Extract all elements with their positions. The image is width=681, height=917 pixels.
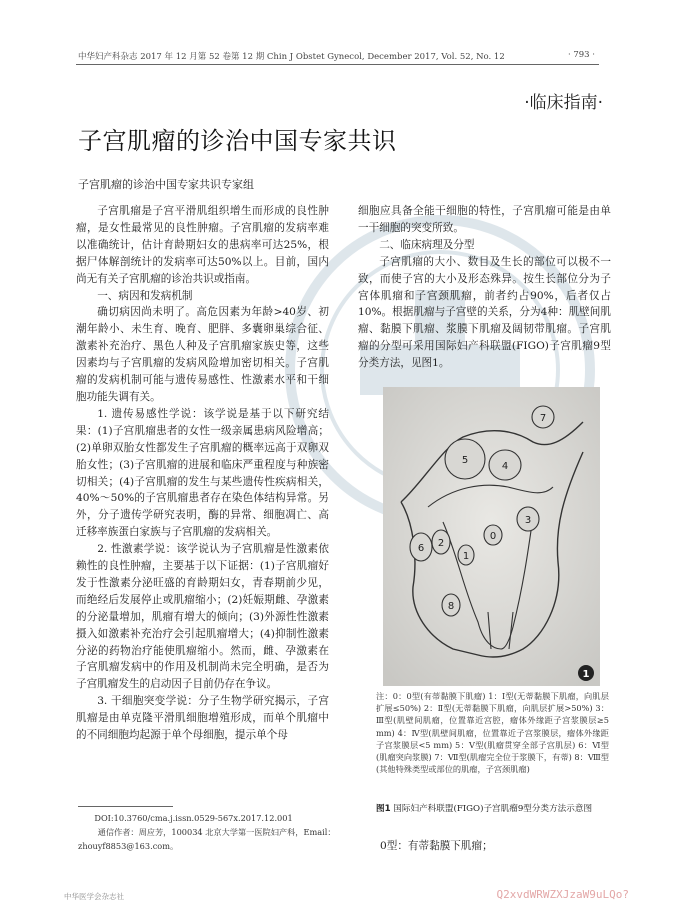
figure-caption-label: 图1: [376, 804, 391, 814]
uterus-sketch: [383, 387, 600, 686]
column-label: ·临床指南·: [524, 93, 603, 113]
footer-publisher-logo: 中华医学会杂志社: [64, 892, 124, 901]
fig-label-6: 6: [417, 543, 425, 554]
footnote-rule: [78, 806, 173, 807]
right-column: [358, 203, 611, 372]
fig-label-2: 2: [437, 538, 445, 549]
section-heading-pathology: 二、临床病理及分型: [379, 238, 475, 251]
footnote-contact: 通信作者：周应芳，100034 北京大学第一医院妇产科，Email：zhouyf8853@163.com。: [78, 827, 336, 851]
fig-label-8: 8: [447, 601, 455, 612]
fig-label-1: 1: [462, 551, 470, 562]
fig-label-7: 7: [539, 413, 547, 424]
footnote: [78, 811, 338, 853]
paragraph-hormone: 2. 性激素学说：该学说认为子宫肌瘤是性激素依赖性的良性肿瘤，主要基于以下证据：(1)子宫肌瘤好发于性激素分泌旺盛的育龄期妇女，青春期前少见，而绝经后发展停止或肌瘤缩小；(2)妊娠期雌、孕激素的分泌量增加，肌瘤有增大的倾向；(3)外源性性激素摄入如激素补充治疗会引起肌瘤增大；(4)抑制性激素分泌的药物治疗能使肌瘤缩小。然而，雌、孕激素在子宫肌瘤发病中的作用及机制尚未完全明确，是否为子宫肌瘤发生的启动因子目前仍存在争议。: [76, 543, 329, 691]
header-rule: [76, 64, 599, 65]
page-number: · 793 ·: [567, 50, 595, 60]
fig-label-0: 0: [489, 531, 497, 542]
author-group: 子宫肌瘤的诊治中国专家共识专家组: [78, 178, 254, 191]
figure-caption-text: 国际妇产科联盟(FIGO)子宫肌瘤9型分类方法示意图: [390, 804, 593, 814]
running-head: 中华妇产科杂志 2017 年 12 月第 52 卷第 12 期 Chin J Obstet Gynecol, December 2017, Vol. 52, No. 12: [78, 52, 505, 62]
figure-caption: [376, 803, 609, 816]
figure-notes: 注：0：0型(有蒂黏膜下肌瘤) 1：Ⅰ型(无蒂黏膜下肌瘤，向肌层扩展≤50%) 2：Ⅱ型(无蒂黏膜下肌瘤，向肌层扩展>50%) 3：Ⅲ型(肌壁间肌瘤，位置靠近宫腔，瘤体外缘距子宫浆膜层≥5 mm) 4：Ⅳ型(肌壁间肌瘤，位置靠近子宫浆膜层，瘤体外缘距子宫浆膜层<5 mm) 5：Ⅴ型(肌瘤贯穿全部子宫肌层) 6：Ⅵ型(肌瘤突向浆膜) 7：Ⅶ型(肌瘤完全位于浆膜下，有蒂) 8：Ⅷ型(其他特殊类型或部位的肌瘤，子宫颈肌瘤): [376, 691, 609, 775]
paragraph-stem-cell: 3. 干细胞突变学说：分子生物学研究揭示，子宫肌瘤是由单克隆平滑肌细胞增殖形成，而单个肌瘤中的不同细胞均起源于单个母细胞，提示单个母: [76, 695, 329, 742]
figure-uterus-drawing: [383, 387, 600, 686]
paragraph-continuation: 细胞应具备全能干细胞的特性，子宫肌瘤可能是由单一干细胞的突变所致。: [358, 205, 611, 234]
figure-number-badge-text: 1: [582, 669, 590, 680]
article-title: 子宫肌瘤的诊治中国专家共识: [78, 127, 397, 155]
type0-line: 0型：有蒂黏膜下肌瘤；: [380, 840, 493, 852]
paragraph-risk-factors: 确切病因尚未明了。高危因素为年龄>40岁、初潮年龄小、未生育、晚育、肥胖、多囊卵巢综合征、激素补充治疗、黑色人种及子宫肌瘤家族史等，这些因素均与子宫肌瘤的发病风险增加密切相关。子宫肌瘤的发病机制可能与遗传易感性、性激素水平和干细胞功能失调有关。: [76, 306, 329, 403]
footer-watermark-code: Q2xvdWRWZXJzaW9uLQo?: [496, 888, 629, 901]
fig-label-4: 4: [501, 461, 509, 472]
footnote-doi: DOI:10.3760/cma.j.issn.0529-567x.2017.12.001: [94, 813, 293, 823]
paragraph-classification: 子宫肌瘤的大小、数目及生长的部位可以极不一致，而使子宫的大小及形态殊异。按生长部位分为子宫体肌瘤和子宫颈肌瘤，前者约占90%，后者仅占10%。根据肌瘤与子宫壁的关系，分为4种：肌壁间肌瘤、黏膜下肌瘤、浆膜下肌瘤及阔韧带肌瘤。子宫肌瘤的分型可采用国际妇产科联盟(FIGO)子宫肌瘤9型分类方法，见图1。: [358, 255, 611, 370]
paragraph-genetic: 1. 遗传易感性学说：该学说是基于以下研究结果：(1)子宫肌瘤患者的女性一级亲属患病风险增高；(2)单卵双胎女性都发生子宫肌瘤的概率远高于双卵双胎女性；(3)子宫肌瘤的进展和临床严重程度与种族密切相关；(4)子宫肌瘤的发生与某些遗传性疾病相关，40%～50%的子宫肌瘤患者存在染色体结构异常。另外，分子遗传学研究表明，酶的异常、细胞凋亡、高迁移率族蛋白家族与子宫肌瘤的发病相关。: [76, 407, 329, 539]
fig-label-5: 5: [461, 455, 469, 466]
fig-label-3: 3: [524, 515, 532, 526]
paragraph-intro: 子宫肌瘤是子宫平滑肌组织增生而形成的良性肿瘤，是女性最常见的良性肿瘤。子宫肌瘤的发病率难以准确统计，估计育龄期妇女的患病率可达25%，根据尸体解剖统计的发病率可达50%以上。目前，国内尚无有关子宫肌瘤的诊治共识或指南。: [76, 205, 329, 285]
section-heading-etiology: 一、病因和发病机制: [97, 289, 193, 302]
left-column: [76, 203, 329, 744]
